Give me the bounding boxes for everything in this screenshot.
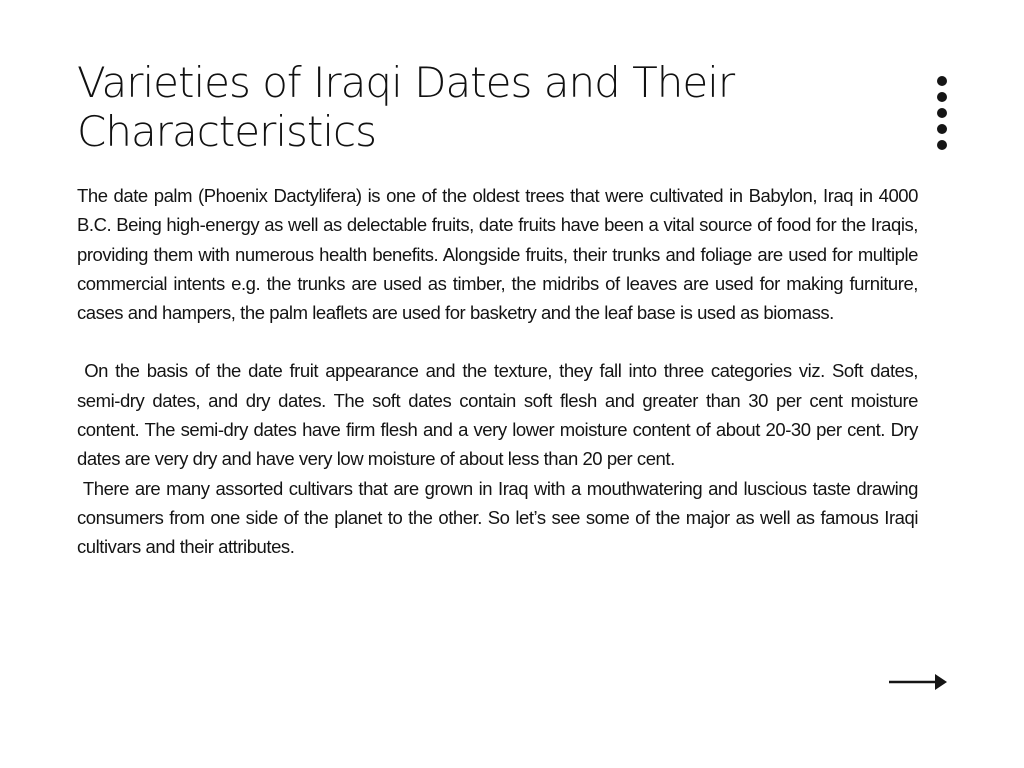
right-arrow-icon[interactable]	[888, 671, 948, 693]
arrow-head	[935, 674, 947, 690]
dot	[937, 76, 947, 86]
dot	[937, 92, 947, 102]
paragraph-cultivars: There are many assorted cultivars that are grown in Iraq with a mouthwatering and luscious taste drawing consumers from one side of the planet to the other. So let’s see some of the major as well as famous Iraqi cultivars and their attributes.	[77, 477, 923, 558]
slide-title: Varieties of Iraqi Dates and Their Characteristics	[77, 58, 735, 156]
dot	[937, 140, 947, 150]
paragraph-categories: On the basis of the date fruit appearance and the texture, they fall into three categories viz. Soft dates, semi-dry dates, and dry dates. The soft dates contain soft flesh and greater than 30 per cent moisture content. The semi-dry dates have firm flesh and a very lower moisture content of about 20-30 per cent. Dry dates are very dry and have very low moisture of about less than 20 per cent.	[77, 360, 923, 470]
paragraph-intro: The date palm (Phoenix Dactylifera) is one of the oldest trees that were cultivated in Babylon, Iraq in 4000 B.C. Being high-energy as well as delectable fruits, date fruits have been a vital source of food for the Iraqis, providing them with numerous health benefits. Alongside fruits, their trunks and foliage are used for multiple commercial intents e.g. the trunks are used as timber, the midribs of leaves are used for making furniture, cases and hampers, the palm leaflets are used for basketry and the leaf base is used as biomass.	[77, 185, 923, 324]
dot	[937, 108, 947, 118]
dot	[937, 124, 947, 134]
vertical-dots-menu-icon[interactable]	[936, 76, 948, 152]
body-text	[77, 181, 923, 562]
